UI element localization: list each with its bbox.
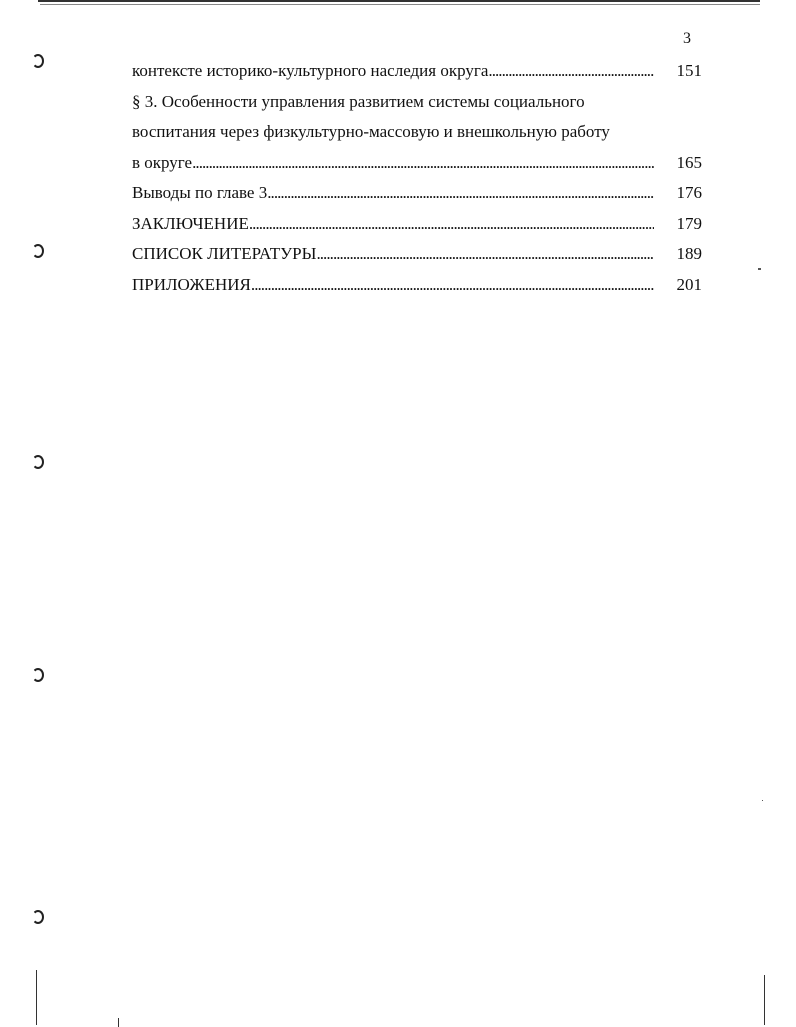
- toc-dot-leader: [192, 148, 654, 179]
- toc-entry: [132, 87, 702, 179]
- scan-speck: [762, 800, 763, 801]
- scan-margin-line: [36, 970, 37, 1025]
- toc-entry-page: 179: [676, 213, 702, 233]
- toc-entry-page: 176: [676, 183, 702, 202]
- toc-entry-page: 165: [676, 152, 702, 172]
- scan-top-rule-thin: [40, 4, 760, 5]
- toc-entry-title: СПИСОК ЛИТЕРАТУРЫ: [132, 244, 317, 263]
- toc-entry-title: ЗАКЛЮЧЕНИЕ: [132, 213, 249, 233]
- binding-hole-mark: [32, 244, 44, 258]
- binding-hole-mark: [32, 455, 44, 469]
- toc-entry-title: ПРИЛОЖЕНИЯ: [132, 274, 251, 294]
- toc-entry-title: контексте историко-культурного наследия округа: [132, 61, 489, 80]
- binding-hole-mark: [32, 668, 44, 682]
- toc-entry: [132, 178, 702, 209]
- binding-hole-mark: [32, 910, 44, 924]
- table-of-contents: [132, 56, 702, 300]
- scan-margin-line: [118, 1018, 119, 1027]
- scan-margin-line: [764, 975, 765, 1025]
- toc-entry: [132, 270, 702, 301]
- toc-entry-title: Выводы по главе 3: [132, 183, 268, 202]
- toc-entry: [132, 239, 702, 270]
- toc-entry-title-line: § 3. Особенности управления развитием системы социального: [132, 91, 585, 111]
- toc-dot-leader: [267, 178, 654, 209]
- toc-dot-leader: [316, 239, 654, 270]
- toc-dot-leader: [251, 270, 654, 301]
- toc-dot-leader: [249, 209, 654, 240]
- toc-entry: [132, 56, 702, 87]
- toc-entry-page: 151: [676, 61, 702, 80]
- scan-speck: [758, 268, 761, 270]
- scan-top-rule: [38, 0, 760, 2]
- toc-entry: [132, 209, 702, 240]
- toc-dot-leader: [488, 56, 654, 87]
- toc-entry-page: 201: [676, 274, 702, 294]
- toc-entry-title-line: воспитания через физкультурно-массовую и внешкольную работу: [132, 122, 610, 141]
- toc-entry-title-line: в округе: [132, 152, 193, 172]
- binding-hole-mark: [32, 54, 44, 68]
- toc-entry-page: 189: [676, 244, 702, 263]
- page-number: 3: [683, 30, 691, 47]
